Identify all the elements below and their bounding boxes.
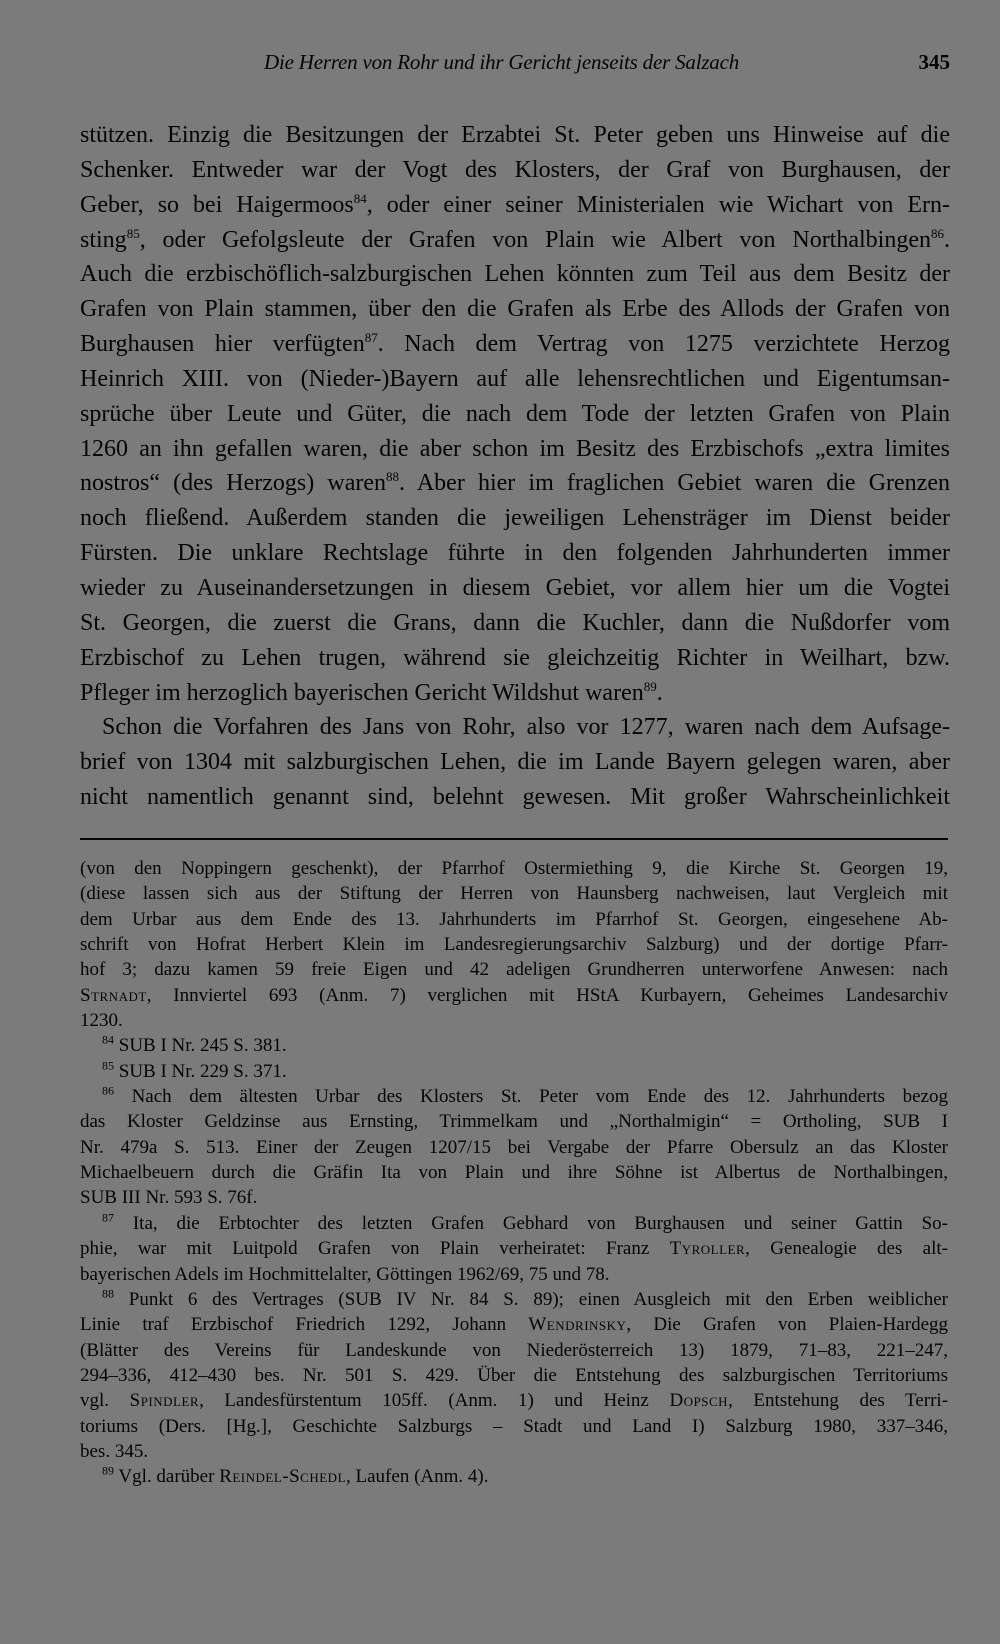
footnote-line: das Kloster Geldzinse aus Ernsting, Trimmelkam und „Northalmigin“ = Ortholing, SUB I <box>80 1111 948 1133</box>
body-line: Grafen von Plain stammen, über den die Grafen als Erbe des Allods der Grafen von <box>80 296 950 323</box>
body-line: Fürsten. Die unklare Rechtslage führte in den folgenden Jahrhunderten immer <box>80 540 950 567</box>
body-line: Geber, so bei Haigermoos$^{84}$, oder einer seiner Ministerialen wie Wichart von Ern- <box>80 190 950 218</box>
footnote-line: toriums (Ders. [Hg.], Geschichte Salzburgs – Stadt und Land I) Salzburg 1980, 337–346, <box>80 1415 948 1437</box>
running-header <box>80 48 950 84</box>
footnote-line: Strnadt, Innviertel 693 (Anm. 7) verglichen mit HStA Kurbayern, Geheimes Landesarchiv <box>80 984 948 1006</box>
body-line: St. Georgen, die zuerst die Grans, dann die Kuchler, dann die Nußdorfer vom <box>80 609 950 636</box>
footnote-line: bes. 345. <box>80 1440 149 1462</box>
body-line: nicht namentlich genannt sind, belehnt gewesen. Mit großer Wahrscheinlichkeit <box>80 784 950 811</box>
footnote-ref-87: 87 <box>364 330 378 346</box>
body-line: Heinrich XIII. von (Nieder-)Bayern auf alle lehensrechtlichen und Eigentumsan- <box>80 365 950 392</box>
footnote-86: $^{86}$ Nach dem ältesten Urbar des Klosters St. Peter vom Ende des 12. Jahrhunderts bezog <box>102 1084 948 1108</box>
footnote-line: (diese lassen sich aus der Stiftung der Herren von Haunsberg nachweisen, laut Vergleich mit <box>80 883 948 905</box>
footnote-line: schrift von Hofrat Herbert Klein im Landesregierungsarchiv Salzburg) und der dortige Pfarr- <box>80 934 948 956</box>
footnote-line: SUB III Nr. 593 S. 76f. <box>80 1187 258 1209</box>
footnote-line: phie, war mit Luitpold Grafen von Plain verheiratet: Franz Tyroller, Genealogie des alt- <box>80 1238 948 1260</box>
footnote-85: $^{85}$ SUB I Nr. 229 S. 371. <box>102 1058 287 1082</box>
body-line: Burghausen hier verfügten$^{87}$. Nach dem Vertrag von 1275 verzichtete Herzog <box>80 330 950 358</box>
body-line: Auch die erzbischöflich-salzburgischen Lehen könnten zum Teil aus dem Besitz der <box>80 261 950 288</box>
footnote-line: hof 3; dazu kamen 59 freie Eigen und 42 adeligen Grundherren unterworfene Anwesen: nach <box>80 959 948 981</box>
footnote-ref-85: 85 <box>126 225 140 241</box>
main-text <box>80 118 950 815</box>
footnote-line: (Blätter des Vereins für Landeskunde von Niederösterreich 13) 1879, 71–83, 221–247, <box>80 1339 948 1361</box>
page-number: 345 <box>918 50 950 74</box>
running-title: Die Herren von Rohr und ihr Gericht jenseits der Salzach <box>264 50 740 74</box>
footnote-ref-88: 88 <box>386 469 400 485</box>
footnote-line: Linie traf Erzbischof Friedrich 1292, Johann Wendrinsky, Die Grafen von Plaien-Hardegg <box>80 1314 948 1336</box>
body-line: brief von 1304 mit salzburgischen Lehen, die im Lande Bayern gelegen waren, aber <box>80 749 950 776</box>
body-line: stützen. Einzig die Besitzungen der Erzabtei St. Peter geben uns Hinweise auf die <box>80 122 950 148</box>
body-line: 1260 an ihn gefallen waren, die aber schon im Besitz des Erzbischofs „extra limites <box>80 435 950 462</box>
footnotes <box>80 856 948 1490</box>
footnote-line: dem Urbar aus dem Ende des 13. Jahrhunderts im Pfarrhof St. Georgen, eingesehene Ab- <box>80 908 948 930</box>
footnote-ref-89: 89 <box>643 678 657 694</box>
footnote-line: 1230. <box>80 1010 123 1032</box>
footnote-ref-84: 84 <box>353 190 367 206</box>
body-line: Schenker. Entweder war der Vogt des Klosters, der Graf von Burghausen, der <box>80 156 950 183</box>
footnote-line: Nr. 479a S. 513. Einer der Zeugen 1207/15 bei Vergabe der Pfarre Obersulz an das Kloster <box>80 1136 948 1158</box>
footnote-line: vgl. Spindler, Landesfürstentum 105ff. (Anm. 1) und Heinz Dopsch, Entstehung des Terri- <box>80 1390 948 1412</box>
footnote-line: Michaelbeuern durch die Gräfin Ita von Plain und ihre Söhne ist Albertus de Northalbingen, <box>80 1162 948 1184</box>
body-line: Schon die Vorfahren des Jans von Rohr, also vor 1277, waren nach dem Aufsage- <box>102 714 950 741</box>
body-line: sting$^{85}$, oder Gefolgsleute der Grafen von Plain wie Albert von Northalbingen$^{86}$. <box>80 225 950 253</box>
footnote-separator <box>80 838 948 840</box>
body-line: nostros“ (des Herzogs) waren$^{88}$. Aber hier im fraglichen Gebiet waren die Grenzen <box>80 469 950 497</box>
body-line: wieder zu Auseinandersetzungen in diesem Gebiet, vor allem hier um die Vogtei <box>80 574 950 601</box>
footnote-88: $^{88}$ Punkt 6 des Vertrages (SUB IV Nr. 84 S. 89); einen Ausgleich mit den Erben weiblicher <box>102 1286 948 1310</box>
body-line: sprüche über Leute und Güter, die nach dem Tode der letzten Grafen von Plain <box>80 400 950 427</box>
body-line: noch fließend. Außerdem standen die jeweiligen Lehensträger im Dienst beider <box>80 505 950 532</box>
footnote-89: $^{89}$ Vgl. darüber Reindel-Schedl, Laufen (Anm. 4). <box>102 1464 489 1488</box>
body-line: Pfleger im herzoglich bayerischen Gericht Wildshut waren$^{89}$. <box>80 678 663 706</box>
body-line: Erzbischof zu Lehen trugen, während sie gleichzeitig Richter in Weilhart, bzw. <box>80 644 950 671</box>
footnote-line: 294–336, 412–430 bes. Nr. 501 S. 429. Über die Entstehung des salzburgischen Territoriums <box>80 1364 948 1386</box>
footnote-line: (von den Noppingern geschenkt), der Pfarrhof Ostermiething 9, die Kirche St. Georgen 19, <box>80 858 948 879</box>
footnote-84: $^{84}$ SUB I Nr. 245 S. 381. <box>102 1033 287 1057</box>
footnote-line: bayerischen Adels im Hochmittelalter, Göttingen 1962/69, 75 und 78. <box>80 1263 610 1285</box>
footnote-ref-86: 86 <box>931 225 944 241</box>
footnote-87: $^{87}$ Ita, die Erbtochter des letzten Grafen Gebhard von Burghausen und seiner Gattin So- <box>102 1210 948 1234</box>
